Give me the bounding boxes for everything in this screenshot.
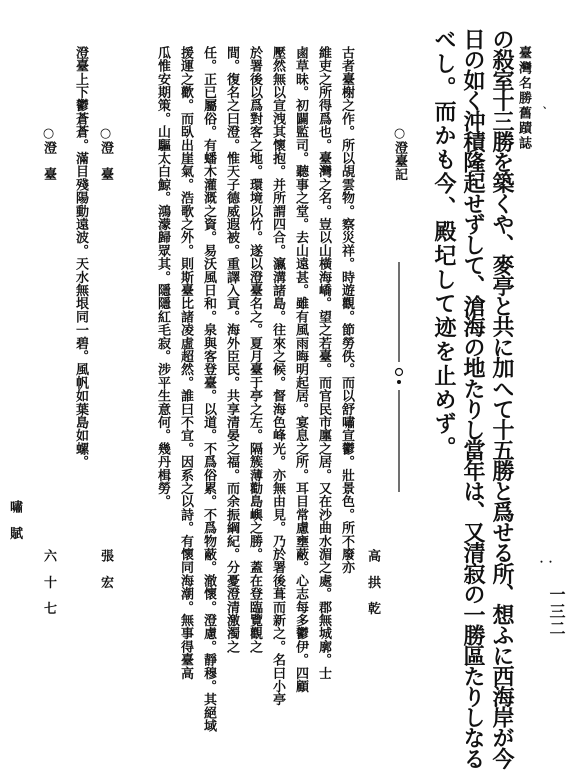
poem1-line-2: 維吏之所得爲也。臺灣之名。豈以山橫海嶠。望之若臺。而官民市廛之居。又在沙曲水湄之處。郡無城廓。士	[316, 46, 331, 680]
poem3-author: 六 十 七	[41, 549, 56, 615]
poem1-line-6: 間。復名之曰澄。惟天子德威遐被。重譯入貢。海外臣民。共享清晏之福。而余振綱紀。分憂澄清激濁之	[224, 46, 239, 654]
poem2-author: 張 宏	[98, 549, 113, 589]
poem1-line-5: 於署後以爲對客之地。環境以竹。遂以澄臺名之。夏月臺于亭之左。隔簇薄勸島嶼之勝。蓋在登臨覽觀之	[247, 46, 262, 654]
top-dot-3: ・	[546, 558, 556, 568]
main-text-line-2: 日の如く沖積隆起せずして、滄海の地たりし當年は、又清寂の一勝區たりしなる	[460, 28, 486, 769]
top-dot-1: 、	[543, 101, 553, 111]
poem1-line-8: 援運之歡。而臥出崖氣。浩歌之外。則斯臺比諸凌虛超然。誰曰不宜。因系之以詩。有懷同海潮。無事得臺高	[178, 46, 193, 680]
poem3-line-1: 嘯 賦	[7, 500, 22, 540]
poem2-line-1: 澄臺上下鬱蒼蒼。滿目殘陽動遠波。天水無垠同一碧。風帆如葉島如螺。	[73, 46, 88, 469]
main-text-line-3: べし。而かも今、殿圮して迹を止めず。	[431, 28, 457, 460]
poem3-title: ○澄 臺	[41, 126, 56, 181]
poem1-author: 高 拱 乾	[365, 549, 380, 615]
top-dot-2: ・	[537, 558, 547, 568]
ornamental-divider	[392, 262, 406, 492]
page-number: 一三二	[547, 586, 566, 637]
poem1-line-3: 鹵草昧。初闢監司。聽事之堂。去山遠甚。雖有風雨晦明起居。宴息之所。耳目常慮壅蔽。心志每多鬱伊。四顧	[293, 46, 308, 693]
poem1-line-4: 壓然無以宣洩其懷抱。并所謂四合。瀛溝諸島。往來之候。督海色峰光。亦無由見。乃於署後葺而新之。名曰小亭	[270, 46, 285, 706]
running-title: 臺灣名勝舊蹟誌	[516, 46, 531, 151]
poem1-title: ○澄臺記	[392, 126, 407, 181]
poem1-line-9: 瓜惟安期策。山驅太白鯨。鴻濛歸眾其。隱隱紅毛寂。涉平生意何。幾丹楫勞。	[155, 46, 170, 508]
poem1-line-1: 古者臺榭之作。所以覘雲物。察災祥。時遊觀。節勞佚。而以舒嘯宣鬱。壯景色。所不廢亦	[339, 46, 354, 574]
poem2-title: ○澄 臺	[98, 126, 113, 181]
poem1-line-7: 任。正已屬俗。有蟠木灌溉之資。易沃風日和。泉與客登臺。以道。不爲俗累。不爲物蔽。澈懷。澄慮。靜穆。其絕域	[201, 46, 216, 733]
main-text-line-1: の殺室十三勝を築くや、麥亭と共に加へて十五勝と爲せる所、想ふに西海岸が今	[489, 28, 515, 768]
